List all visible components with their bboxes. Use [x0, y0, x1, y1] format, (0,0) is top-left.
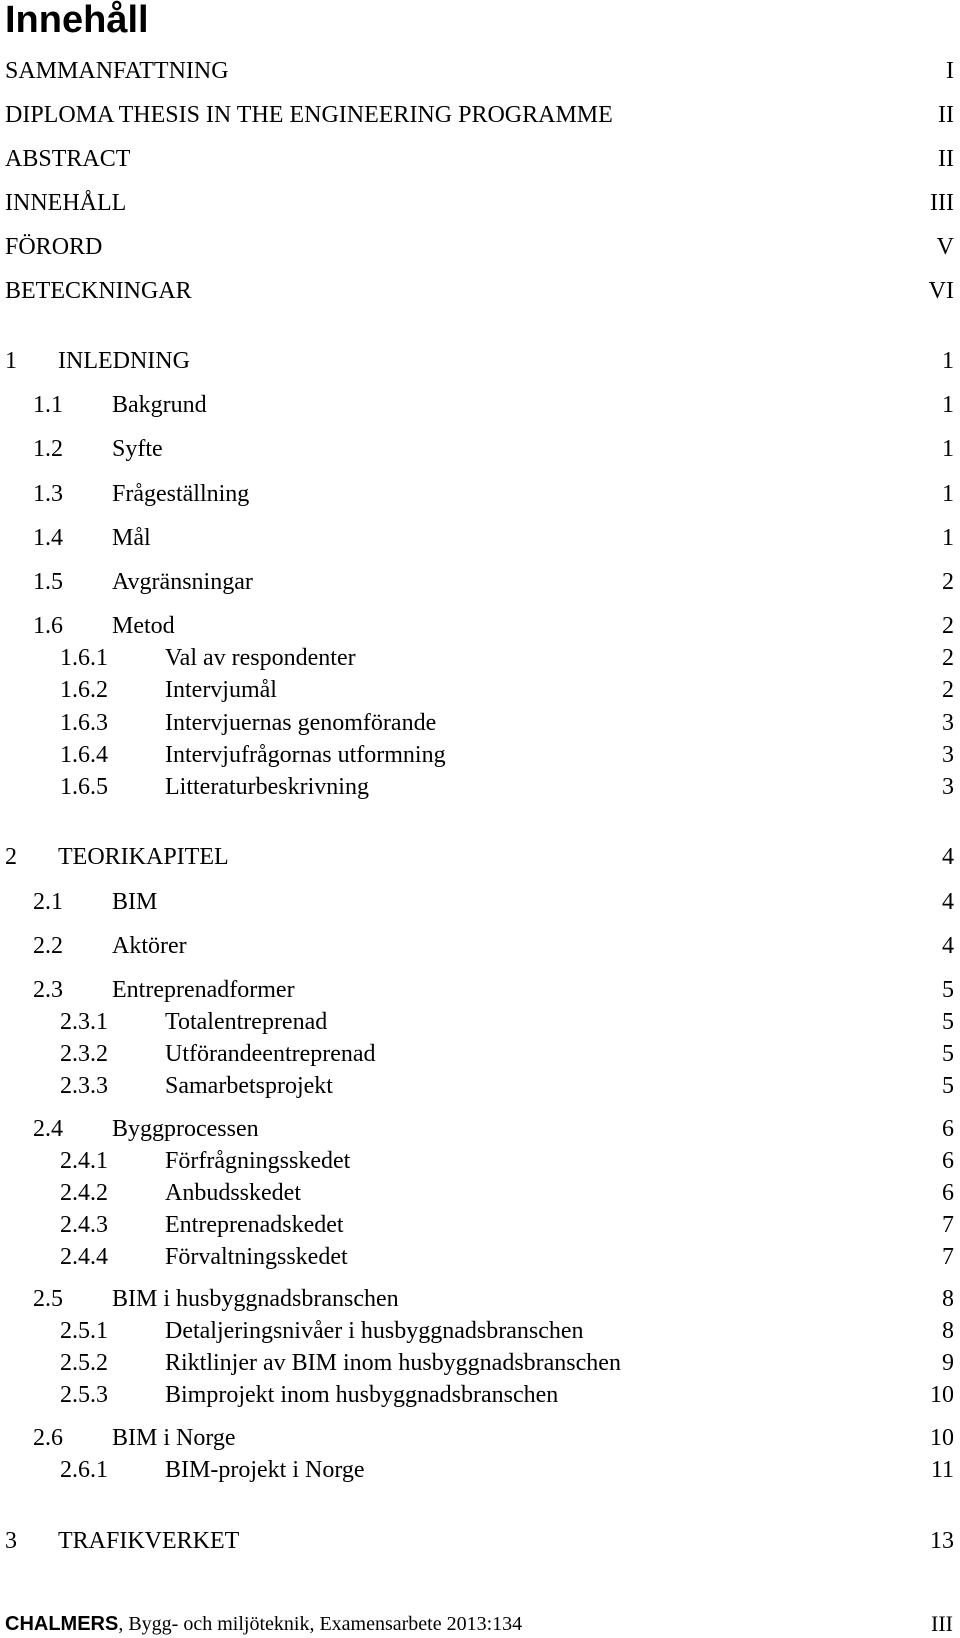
- toc-entry-page: 8: [942, 1286, 954, 1312]
- toc-entry-page: 3: [942, 710, 954, 736]
- toc-entry-title: TEORIKAPITEL: [58, 844, 229, 870]
- toc-entry-title: Syfte: [112, 436, 163, 462]
- toc-entry-page: 2: [942, 677, 954, 703]
- toc-entry-title: INLEDNING: [58, 348, 190, 374]
- toc-entry-number: 2.6: [33, 1425, 63, 1451]
- toc-entry-title: Frågeställning: [112, 481, 250, 507]
- toc-entry-title: Val av respondenter: [165, 645, 356, 671]
- toc-entry-page: 5: [942, 1073, 954, 1099]
- toc-entry-number: 2.4.1: [60, 1148, 108, 1174]
- toc-entry-number: 2.6.1: [60, 1457, 108, 1483]
- toc-entry-page: 10: [930, 1382, 954, 1408]
- footer-page-number: III: [931, 1611, 953, 1636]
- toc-entry-page: 5: [942, 977, 954, 1003]
- toc-entry-title: Entreprenadformer: [112, 977, 295, 1003]
- toc-entry-title: Detaljeringsnivåer i husbyggnadsbranschen: [165, 1318, 584, 1344]
- toc-entry-page: 8: [942, 1318, 954, 1344]
- toc-entry-page: I: [946, 58, 954, 84]
- toc-entry-page: 1: [942, 392, 954, 418]
- toc-entry-page: 2: [942, 613, 954, 639]
- toc-entry-title: Mål: [112, 525, 151, 551]
- toc-entry-title: Intervjumål: [165, 677, 277, 703]
- toc-entry-number: 1.3: [33, 481, 63, 507]
- toc-entry-title: BIM: [112, 889, 158, 915]
- footer-text: , Bygg- och miljöteknik, Examensarbete 2013:134: [118, 1613, 523, 1635]
- toc-entry-title: Intervjuernas genomförande: [165, 710, 437, 736]
- toc-entry-number: 2.5: [33, 1286, 63, 1312]
- toc-entry-number: 2.3.3: [60, 1073, 108, 1099]
- toc-entry-title: TRAFIKVERKET: [58, 1528, 240, 1554]
- toc-entry-title: Litteraturbeskrivning: [165, 774, 369, 800]
- toc-entry-page: VI: [928, 278, 954, 304]
- toc-entry-title: BIM-projekt i Norge: [165, 1457, 365, 1483]
- toc-entry-number: 1.2: [33, 436, 63, 462]
- toc-entry-number: 2.3.1: [60, 1009, 108, 1035]
- toc-entry-page: 2: [942, 569, 954, 595]
- toc-entry-page: 11: [930, 1457, 954, 1483]
- toc-entry-title: BETECKNINGAR: [5, 278, 192, 304]
- toc-entry-page: 4: [942, 933, 954, 959]
- toc-entry-number: 2.5.1: [60, 1318, 108, 1344]
- toc-entry-title: Bimprojekt inom husbyggnadsbranschen: [165, 1382, 559, 1408]
- toc-entry-page: II: [938, 146, 954, 172]
- toc-entry-page: 7: [942, 1212, 954, 1238]
- toc-entry-page: 13: [930, 1528, 954, 1554]
- toc-entry-page: 3: [942, 774, 954, 800]
- toc-entry-page: 5: [942, 1041, 954, 1067]
- toc-entry-page: 10: [930, 1425, 954, 1451]
- toc-entry-number: 2: [5, 844, 17, 870]
- toc-entry-title: SAMMANFATTNING: [5, 58, 229, 84]
- toc-entry-page: 1: [942, 436, 954, 462]
- toc-entry-number: 2.2: [33, 933, 63, 959]
- toc-entry-title: Entreprenadskedet: [165, 1212, 344, 1238]
- toc-entry-page: 2: [942, 645, 954, 671]
- toc-entry-number: 2.4.3: [60, 1212, 108, 1238]
- toc-entry-number: 1.6.5: [60, 774, 108, 800]
- toc-entry-number: 1.1: [33, 392, 63, 418]
- toc-entry-page: II: [938, 102, 954, 128]
- toc-entry-number: 2.3.2: [60, 1041, 108, 1067]
- toc-entry-title: Intervjufrågornas utformning: [165, 742, 446, 768]
- toc-entry-title: Aktörer: [112, 933, 187, 959]
- toc-entry-number: 2.5.3: [60, 1382, 108, 1408]
- toc-entry-page: 4: [942, 889, 954, 915]
- toc-entry-page: 1: [942, 348, 954, 374]
- toc-entry-title: DIPLOMA THESIS IN THE ENGINEERING PROGRAMME: [5, 102, 613, 128]
- toc-entry-page: 6: [942, 1180, 954, 1206]
- toc-entry-number: 2.3: [33, 977, 63, 1003]
- toc-entry-title: Anbudsskedet: [165, 1180, 301, 1206]
- toc-entry-title: ABSTRACT: [5, 146, 131, 172]
- toc-entry-number: 1.6.2: [60, 677, 108, 703]
- toc-entry-number: 1.5: [33, 569, 63, 595]
- toc-entry-title: BIM i Norge: [112, 1425, 236, 1451]
- toc-entry-page: 7: [942, 1244, 954, 1270]
- toc-entry-page: 6: [942, 1116, 954, 1142]
- toc-entry-title: INNEHÅLL: [5, 190, 127, 216]
- toc-entry-title: Byggprocessen: [112, 1116, 259, 1142]
- toc-entry-title: Förfrågningsskedet: [165, 1148, 351, 1174]
- toc-entry-number: 1.4: [33, 525, 63, 551]
- toc-entry-page: 1: [942, 525, 954, 551]
- toc-entry-title: Bakgrund: [112, 392, 207, 418]
- toc-entry-number: 3: [5, 1528, 17, 1554]
- toc-entry-number: 1.6.3: [60, 710, 108, 736]
- toc-entry-number: 1.6.4: [60, 742, 108, 768]
- toc-entry-page: 6: [942, 1148, 954, 1174]
- toc-entry-page: 5: [942, 1009, 954, 1035]
- toc-entry-number: 2.5.2: [60, 1350, 108, 1376]
- toc-entry-number: 1.6: [33, 613, 63, 639]
- toc-entry-number: 2.4.4: [60, 1244, 108, 1270]
- toc-entry-title: BIM i husbyggnadsbranschen: [112, 1286, 399, 1312]
- page-title: Innehåll: [5, 0, 149, 41]
- toc-entry-page: 9: [942, 1350, 954, 1376]
- toc-entry-title: Förvaltningsskedet: [165, 1244, 348, 1270]
- toc-entry-title: Utförandeentreprenad: [165, 1041, 376, 1067]
- toc-entry-title: Totalentreprenad: [165, 1009, 328, 1035]
- toc-entry-title: Avgränsningar: [112, 569, 253, 595]
- toc-entry-page: 3: [942, 742, 954, 768]
- toc-entry-number: 2.4: [33, 1116, 63, 1142]
- toc-entry-page: 1: [942, 481, 954, 507]
- toc-entry-number: 1.6.1: [60, 645, 108, 671]
- toc-entry-title: FÖRORD: [5, 234, 103, 260]
- toc-entry-page: III: [930, 190, 954, 216]
- toc-entry-page: V: [936, 234, 954, 260]
- toc-entry-title: Riktlinjer av BIM inom husbyggnadsbranschen: [165, 1350, 621, 1376]
- toc-entry-title: Metod: [112, 613, 175, 639]
- footer-brand: CHALMERS: [5, 1613, 119, 1635]
- toc-entry-title: Samarbetsprojekt: [165, 1073, 333, 1099]
- toc-entry-number: 2.4.2: [60, 1180, 108, 1206]
- toc-entry-page: 4: [942, 844, 954, 870]
- toc-entry-number: 2.1: [33, 889, 63, 915]
- toc-entry-number: 1: [5, 348, 17, 374]
- page-footer: [5, 1611, 955, 1637]
